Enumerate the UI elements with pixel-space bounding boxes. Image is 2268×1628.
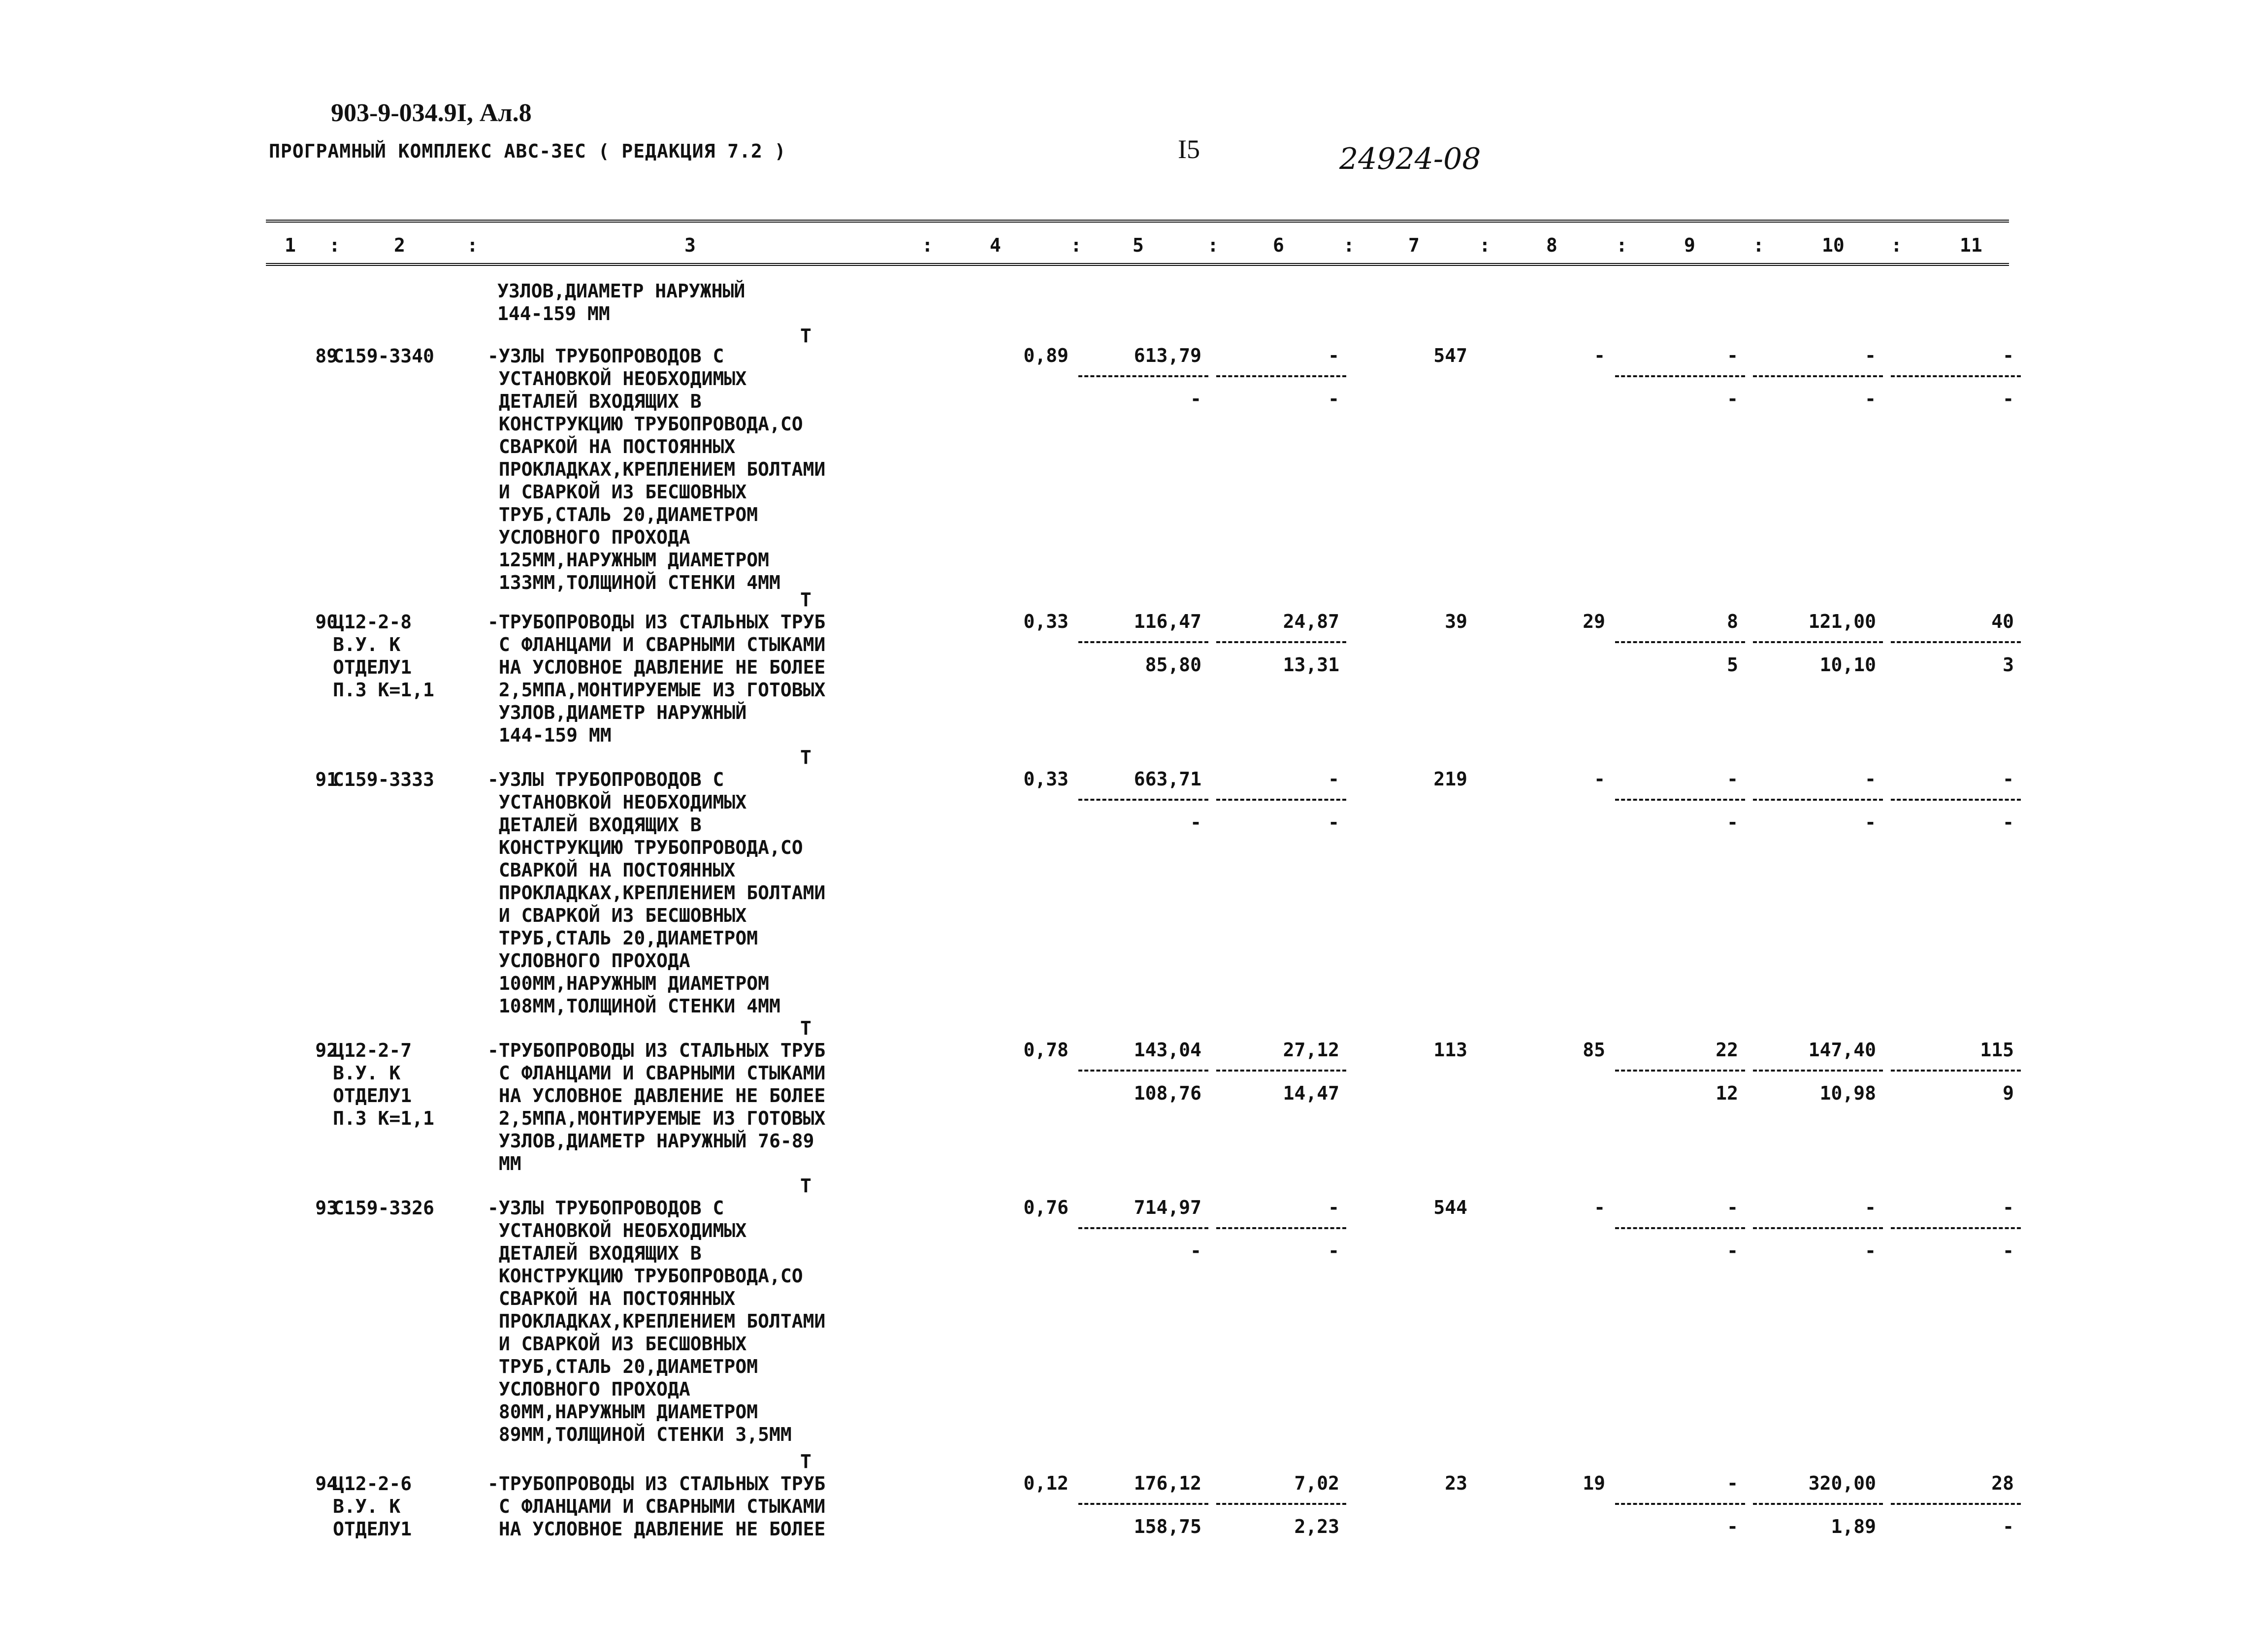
fraction-line	[1615, 1227, 1745, 1229]
cell-c6-lower: -	[1328, 388, 1339, 410]
fraction-line	[1891, 1227, 2021, 1229]
cell-c9: -	[1727, 768, 1738, 790]
cell-c11-lower: -	[2003, 1240, 2014, 1262]
cell-c11: -	[2003, 1197, 2014, 1218]
cell-c10-lower: 10,98	[1819, 1082, 1876, 1104]
cell-c7: 219	[1433, 768, 1467, 790]
t-mark: Т	[800, 1017, 811, 1039]
cell-c8: 19	[1583, 1472, 1605, 1494]
cell-c9-lower: 12	[1716, 1082, 1738, 1104]
table-top-rule	[266, 220, 2009, 223]
t-mark: Т	[800, 1175, 811, 1197]
fraction-line	[1891, 1503, 2021, 1505]
fraction-line	[1216, 799, 1346, 801]
column-header-11: 11	[1960, 234, 1982, 256]
cell-c10: 121,00	[1808, 611, 1876, 632]
row-number: 91	[315, 769, 338, 790]
column-header-7: 7	[1408, 234, 1420, 256]
fraction-line	[1753, 375, 1883, 377]
cell-c6: -	[1328, 345, 1339, 366]
cell-c6: -	[1328, 1197, 1339, 1218]
cell-c8: -	[1594, 768, 1605, 790]
row-number: 94	[315, 1473, 338, 1495]
cell-c8: 85	[1583, 1039, 1605, 1061]
row-code: Ц12-2-8 В.У. К ОТДЕЛУ1 П.3 К=1,1	[333, 611, 434, 701]
cell-c4: 0,76	[1023, 1197, 1069, 1218]
fraction-line	[1216, 1227, 1346, 1229]
cell-c11: 40	[1991, 611, 2014, 632]
t-mark: Т	[800, 1451, 811, 1472]
cell-c6: -	[1328, 768, 1339, 790]
column-separator: :	[1479, 234, 1490, 256]
row-number: 93	[315, 1197, 338, 1219]
column-header-10: 10	[1822, 234, 1845, 256]
column-header-8: 8	[1546, 234, 1557, 256]
fraction-line	[1891, 1070, 2021, 1072]
cell-c9-lower: -	[1727, 1516, 1738, 1537]
cell-c11: -	[2003, 345, 2014, 366]
cell-c11: -	[2003, 768, 2014, 790]
column-separator: :	[1207, 234, 1219, 256]
handwritten-stamp: 24924-08	[1339, 142, 1481, 176]
row-code: С159-3326	[333, 1197, 434, 1219]
cell-c9: -	[1727, 1197, 1738, 1218]
fraction-line	[1753, 1227, 1883, 1229]
column-separator: :	[1343, 234, 1355, 256]
column-separator: :	[329, 234, 340, 256]
fraction-line	[1753, 799, 1883, 801]
cell-c6: 24,87	[1283, 611, 1339, 632]
cell-c11-lower: -	[2003, 812, 2014, 833]
cell-c4: 0,89	[1023, 345, 1069, 366]
fraction-line	[1078, 375, 1208, 377]
cell-c11-lower: -	[2003, 1516, 2014, 1537]
cell-c5: 176,12	[1134, 1472, 1201, 1494]
fraction-line	[1078, 1070, 1208, 1072]
fraction-line	[1216, 1503, 1346, 1505]
fraction-line	[1753, 1070, 1883, 1072]
cell-c6-lower: -	[1328, 812, 1339, 833]
cell-c6: 7,02	[1294, 1472, 1339, 1494]
cell-c6-lower: 13,31	[1283, 654, 1339, 676]
fraction-line	[1078, 641, 1208, 643]
cell-c5-lower: 158,75	[1134, 1516, 1201, 1537]
column-header-4: 4	[990, 234, 1001, 256]
row-number: 90	[315, 611, 338, 633]
cell-c9-lower: -	[1727, 388, 1738, 410]
fraction-line	[1753, 641, 1883, 643]
row-code: С159-3340	[333, 345, 434, 367]
cell-c4: 0,33	[1023, 611, 1069, 632]
fraction-line	[1615, 799, 1745, 801]
cell-c5-lower: -	[1190, 812, 1201, 833]
cell-c10: 320,00	[1808, 1472, 1876, 1494]
column-separator: :	[1070, 234, 1082, 256]
cell-c11-lower: 9	[2003, 1082, 2014, 1104]
row-number: 92	[315, 1040, 338, 1061]
fraction-line	[1216, 1070, 1346, 1072]
column-header-2: 2	[394, 234, 405, 256]
row-description: -УЗЛЫ ТРУБОПРОВОДОВ С УСТАНОВКОЙ НЕОБХОДИМЫХ ДЕТАЛЕЙ ВХОДЯЩИХ В КОНСТРУКЦИЮ ТРУБОПРОВОДА,СО СВАРКОЙ НА ПОСТОЯННЫХ ПРОКЛАДКАХ,КРЕПЛЕНИЕМ БОЛТАМИ И СВАРКОЙ ИЗ БЕСШОВНЫХ ТРУБ,СТАЛЬ 20,ДИАМЕТРОМ УСЛОВНОГО ПРОХОДА 80ММ,НАРУЖНЫМ ДИАМЕТРОМ 89ММ,ТОЛЩИНОЙ СТЕНКИ 3,5ММ	[487, 1197, 826, 1445]
cell-c7: 547	[1433, 345, 1467, 366]
fraction-line	[1891, 641, 2021, 643]
cell-c4: 0,12	[1023, 1472, 1069, 1494]
continued-description: УЗЛОВ,ДИАМЕТР НАРУЖНЫЙ 144-159 ММ	[497, 280, 745, 325]
fraction-line	[1615, 1070, 1745, 1072]
cell-c7: 23	[1445, 1472, 1467, 1494]
cell-c10: -	[1865, 768, 1876, 790]
cell-c10-lower: -	[1865, 388, 1876, 410]
cell-c7: 544	[1433, 1197, 1467, 1218]
cell-c7: 113	[1433, 1039, 1467, 1061]
cell-c5-lower: 108,76	[1134, 1082, 1201, 1104]
cell-c4: 0,33	[1023, 768, 1069, 790]
row-description: -ТРУБОПРОВОДЫ ИЗ СТАЛЬНЫХ ТРУБ С ФЛАНЦАМИ И СВАРНЫМИ СТЫКАМИ НА УСЛОВНОЕ ДАВЛЕНИЕ НЕ БОЛЕЕ 2,5МПА,МОНТИРУЕМЫЕ ИЗ ГОТОВЫХ УЗЛОВ,ДИАМЕТР НАРУЖНЫЙ 76-89 ММ	[487, 1040, 826, 1174]
cell-c5-lower: 85,80	[1145, 654, 1201, 676]
column-separator: :	[922, 234, 933, 256]
cell-c7: 39	[1445, 611, 1467, 632]
fraction-line	[1615, 1503, 1745, 1505]
cell-c8: -	[1594, 1197, 1605, 1218]
column-header-5: 5	[1133, 234, 1144, 256]
cell-c5: 116,47	[1134, 611, 1201, 632]
row-description: -ТРУБОПРОВОДЫ ИЗ СТАЛЬНЫХ ТРУБ С ФЛАНЦАМИ И СВАРНЫМИ СТЫКАМИ НА УСЛОВНОЕ ДАВЛЕНИЕ НЕ БОЛЕЕ 2,5МПА,МОНТИРУЕМЫЕ ИЗ ГОТОВЫХ УЗЛОВ,ДИАМЕТР НАРУЖНЫЙ 144-159 ММ	[487, 611, 826, 746]
fraction-line	[1078, 1227, 1208, 1229]
fraction-line	[1615, 641, 1745, 643]
fraction-line	[1753, 1503, 1883, 1505]
program-title: ПРОГРАМНЫЙ КОМПЛЕКС АВС-3ЕС ( РЕДАКЦИЯ 7.2 )	[269, 140, 786, 162]
cell-c4: 0,78	[1023, 1039, 1069, 1061]
cell-c5: 663,71	[1134, 768, 1201, 790]
row-description: -УЗЛЫ ТРУБОПРОВОДОВ С УСТАНОВКОЙ НЕОБХОДИМЫХ ДЕТАЛЕЙ ВХОДЯЩИХ В КОНСТРУКЦИЮ ТРУБОПРОВОДА,СО СВАРКОЙ НА ПОСТОЯННЫХ ПРОКЛАДКАХ,КРЕПЛЕНИЕМ БОЛТАМИ И СВАРКОЙ ИЗ БЕСШОВНЫХ ТРУБ,СТАЛЬ 20,ДИАМЕТРОМ УСЛОВНОГО ПРОХОДА 125ММ,НАРУЖНЫМ ДИАМЕТРОМ 133ММ,ТОЛЩИНОЙ СТЕНКИ 4ММ	[487, 345, 826, 593]
cell-c10-lower: 1,89	[1831, 1516, 1876, 1537]
cell-c10-lower: -	[1865, 812, 1876, 833]
cell-c10-lower: 10,10	[1819, 654, 1876, 676]
cell-c11-lower: 3	[2003, 654, 2014, 676]
fraction-line	[1078, 1503, 1208, 1505]
cell-c6-lower: 14,47	[1283, 1082, 1339, 1104]
page-number: I5	[1178, 134, 1200, 164]
fraction-line	[1078, 799, 1208, 801]
fraction-line	[1891, 375, 2021, 377]
cell-c10: 147,40	[1808, 1039, 1876, 1061]
cell-c9: -	[1727, 345, 1738, 366]
row-code: С159-3333	[333, 769, 434, 790]
row-code: Ц12-2-6 В.У. К ОТДЕЛУ1	[333, 1473, 412, 1540]
cell-c5-lower: -	[1190, 388, 1201, 410]
cell-c11: 28	[1991, 1472, 2014, 1494]
column-separator: :	[1753, 234, 1764, 256]
cell-c8: 29	[1583, 611, 1605, 632]
cell-c10-lower: -	[1865, 1240, 1876, 1262]
fraction-line	[1216, 375, 1346, 377]
cell-c11-lower: -	[2003, 388, 2014, 410]
document-code: 903-9-034.9I, Ал.8	[331, 99, 532, 127]
cell-c5-lower: -	[1190, 1240, 1201, 1262]
column-header-9: 9	[1684, 234, 1695, 256]
table-header-rule	[266, 263, 2009, 266]
column-header-3: 3	[684, 234, 696, 256]
column-header-1: 1	[285, 234, 296, 256]
fraction-line	[1615, 375, 1745, 377]
cell-c9: 22	[1716, 1039, 1738, 1061]
cell-c11: 115	[1980, 1039, 2014, 1061]
t-mark: Т	[800, 325, 811, 347]
cell-c9-lower: 5	[1727, 654, 1738, 676]
cell-c9-lower: -	[1727, 1240, 1738, 1262]
fraction-line	[1891, 799, 2021, 801]
row-number: 89	[315, 345, 338, 367]
cell-c5: 143,04	[1134, 1039, 1201, 1061]
column-header-6: 6	[1273, 234, 1284, 256]
column-separator: :	[1616, 234, 1627, 256]
row-code: Ц12-2-7 В.У. К ОТДЕЛУ1 П.3 К=1,1	[333, 1040, 434, 1129]
column-separator: :	[1891, 234, 1902, 256]
t-mark: Т	[800, 747, 811, 768]
cell-c10: -	[1865, 1197, 1876, 1218]
cell-c9: 8	[1727, 611, 1738, 632]
t-mark: Т	[800, 589, 811, 611]
cell-c6-lower: -	[1328, 1240, 1339, 1262]
cell-c9: -	[1727, 1472, 1738, 1494]
row-description: -ТРУБОПРОВОДЫ ИЗ СТАЛЬНЫХ ТРУБ С ФЛАНЦАМИ И СВАРНЫМИ СТЫКАМИ НА УСЛОВНОЕ ДАВЛЕНИЕ НЕ БОЛЕЕ	[487, 1473, 826, 1540]
cell-c6-lower: 2,23	[1294, 1516, 1339, 1537]
fraction-line	[1216, 641, 1346, 643]
row-description: -УЗЛЫ ТРУБОПРОВОДОВ С УСТАНОВКОЙ НЕОБХОДИМЫХ ДЕТАЛЕЙ ВХОДЯЩИХ В КОНСТРУКЦИЮ ТРУБОПРОВОДА,СО СВАРКОЙ НА ПОСТОЯННЫХ ПРОКЛАДКАХ,КРЕПЛЕНИЕМ БОЛТАМИ И СВАРКОЙ ИЗ БЕСШОВНЫХ ТРУБ,СТАЛЬ 20,ДИАМЕТРОМ УСЛОВНОГО ПРОХОДА 100ММ,НАРУЖНЫМ ДИАМЕТРОМ 108ММ,ТОЛЩИНОЙ СТЕНКИ 4ММ	[487, 769, 826, 1017]
cell-c8: -	[1594, 345, 1605, 366]
column-separator: :	[467, 234, 478, 256]
cell-c6: 27,12	[1283, 1039, 1339, 1061]
cell-c5: 613,79	[1134, 345, 1201, 366]
cell-c5: 714,97	[1134, 1197, 1201, 1218]
cell-c10: -	[1865, 345, 1876, 366]
cell-c9-lower: -	[1727, 812, 1738, 833]
